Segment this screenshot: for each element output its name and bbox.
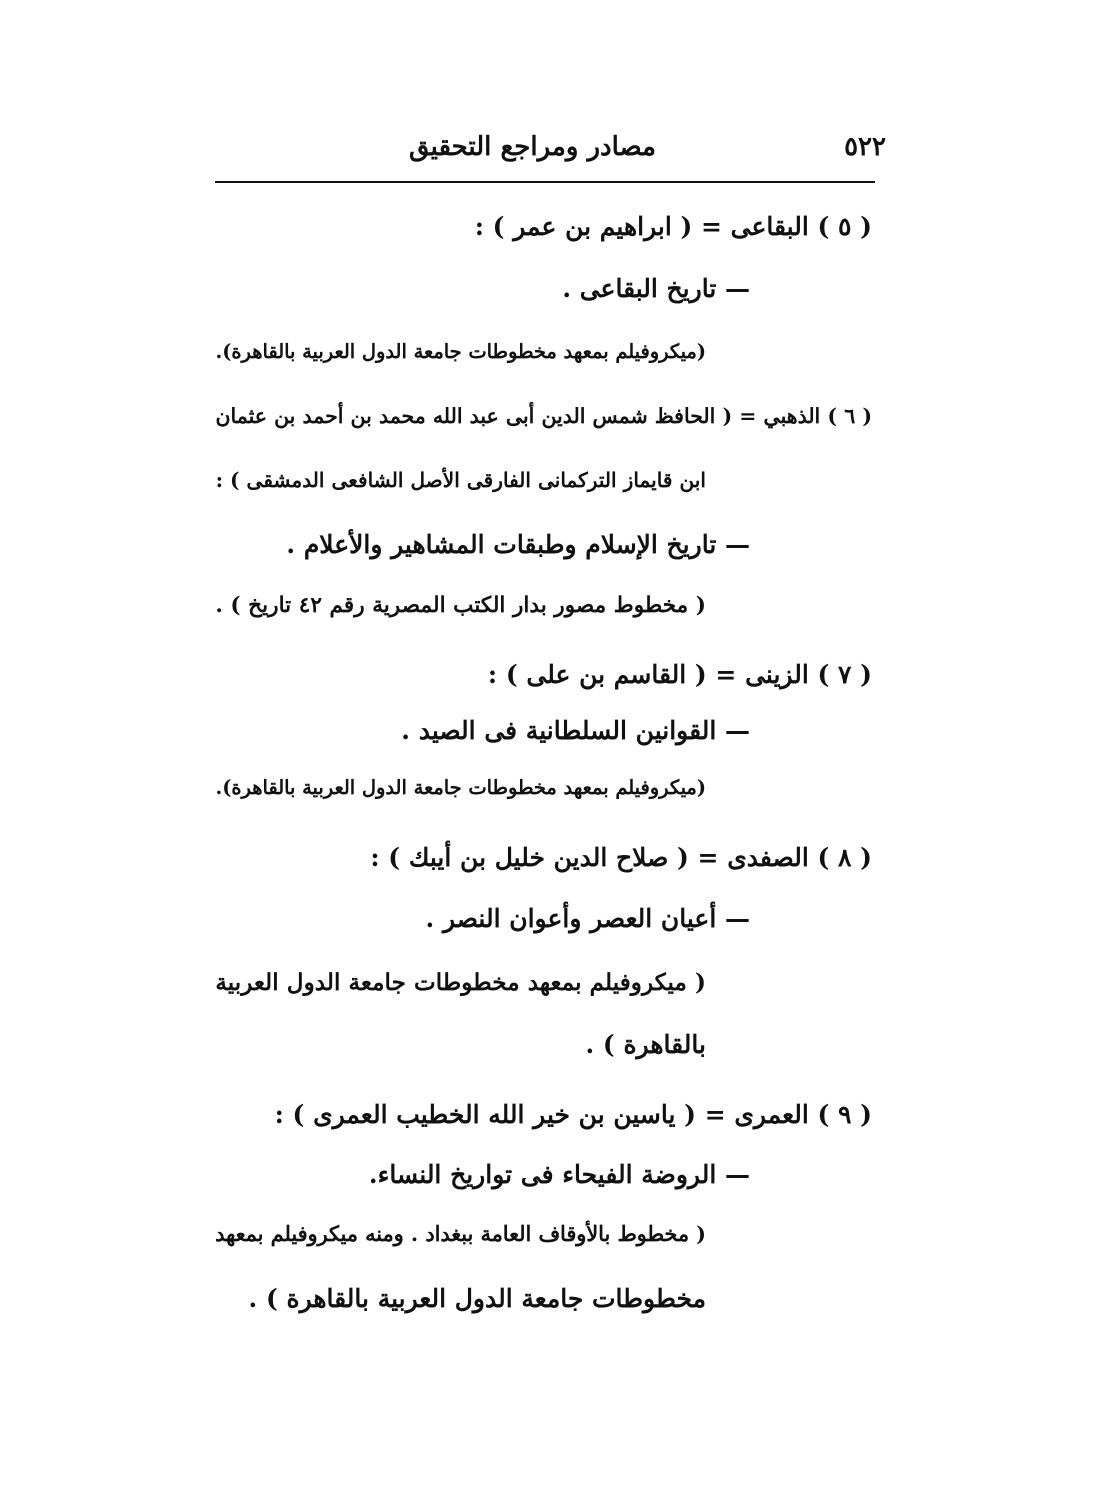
entry-source-note: ( ميكروفيلم بمعهد مخطوطات جامعة الدول العربية [215,969,706,996]
entry-heading-continuation: ابن قايماز التركمانى الفارقى الأصل الشافعى الدمشقى ) : [215,468,706,492]
entry-source-note-continuation: بالقاهرة ) . [585,1030,706,1059]
entry-source-note: ( مخطوط بالأوقاف العامة ببغداد . ومنه ميكروفيلم بمعهد [215,1221,706,1246]
entry-source-note: ( مخطوط مصور بدار الكتب المصرية رقم ٤٢ تاريخ ) . [215,593,706,618]
entry-work-title: — تاريخ الإسلام وطبقات المشاهير والأعلام . [286,530,750,559]
page-header [215,132,886,172]
entry-heading: ( ٧ ) الزينى = ( القاسم بن على ) : [487,660,872,689]
header-rule [215,181,875,183]
page-number: ٥٢٢ [844,132,886,162]
entry-source-note: (ميكروفيلم بمعهد مخطوطات جامعة الدول العربية بالقاهرة). [215,776,706,799]
entry-work-title: — تاريخ البقاعى . [562,274,750,303]
entry-work-title: — أعيان العصر وأعوان النصر . [425,904,750,933]
entry-work-title: — الروضة الفيحاء فى تواريخ النساء. [368,1160,750,1189]
entry-heading: ( ٦ ) الذهبي = ( الحافظ شمس الدين أبى عبد الله محمد بن أحمد بن عثمان [215,404,872,428]
entry-source-note-continuation: مخطوطات جامعة الدول العربية بالقاهرة ) . [248,1284,706,1313]
entry-heading: ( ٨ ) الصفدى = ( صلاح الدين خليل بن أيبك ) : [370,843,872,872]
entry-heading: ( ٥ ) البقاعى = ( ابراهيم بن عمر ) : [474,212,872,241]
entry-source-note: (ميكروفيلم بمعهد مخطوطات جامعة الدول العربية بالقاهرة). [215,340,706,363]
entry-heading: ( ٩ ) العمرى = ( ياسين بن خير الله الخطيب العمرى ) : [274,1100,872,1129]
entry-work-title: — القوانين السلطانية فى الصيد . [401,716,750,745]
running-title: مصادر ومراجع التحقيق [408,132,656,162]
